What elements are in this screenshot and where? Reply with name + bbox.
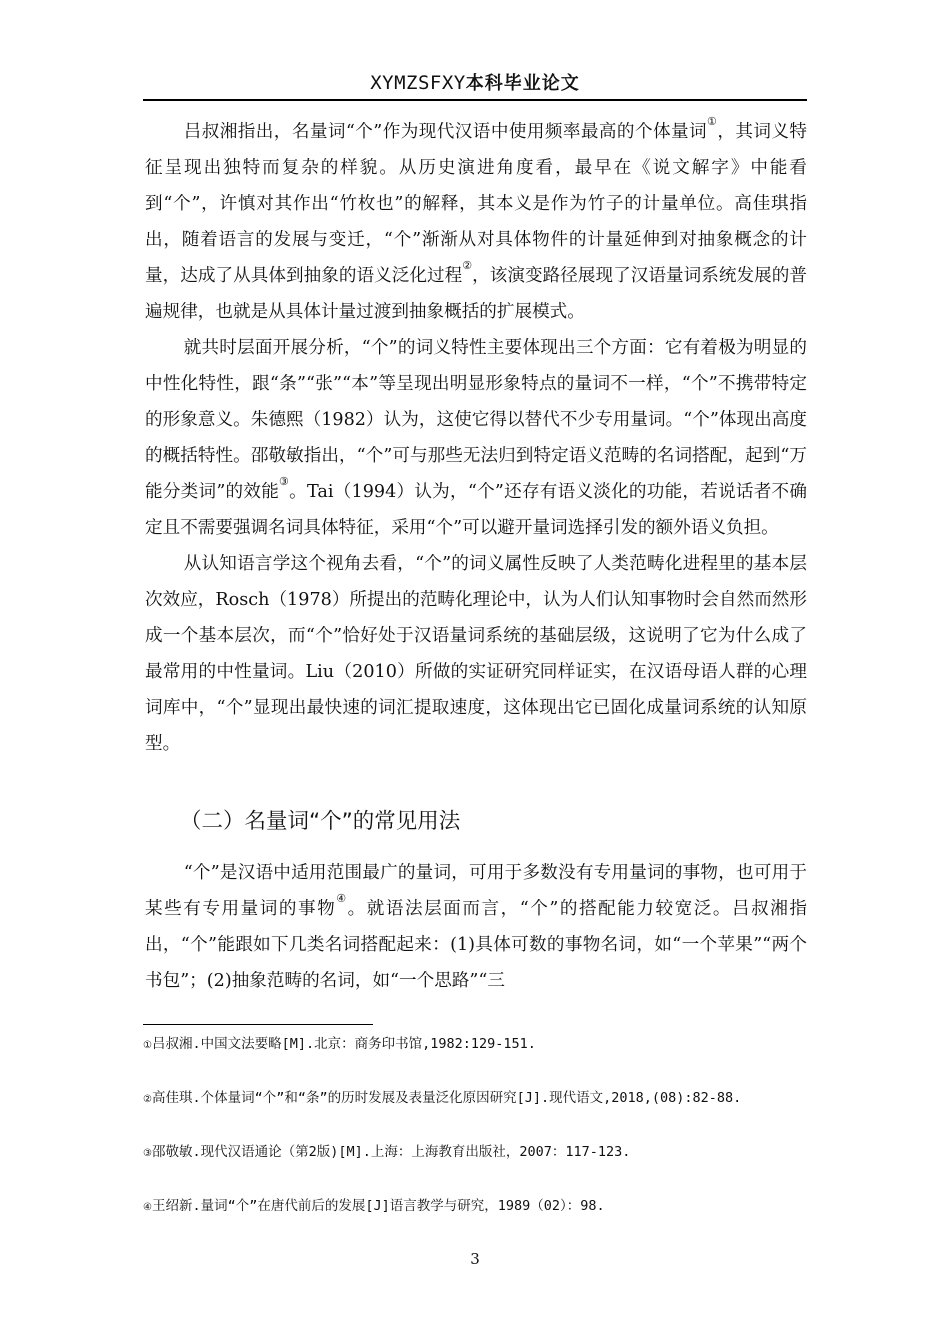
footnote xyxy=(143,1034,807,1055)
footnote-ref: ② xyxy=(462,259,473,272)
header-latin: XYMZSFXY xyxy=(370,72,466,94)
footnote-rule xyxy=(143,1024,373,1025)
footnote-text: 王绍新.量词“个”在唐代前后的发展[J]语言教学与研究，1989（02）：98. xyxy=(151,1198,605,1214)
footnote-mark: ① xyxy=(143,1040,152,1051)
footnote-mark: ② xyxy=(143,1094,152,1105)
footnote-text: 邵敬敏.现代汉语通论（第2版)[M].上海：上海教育出版社，2007：117-123. xyxy=(151,1144,631,1160)
paragraph xyxy=(145,330,807,546)
paragraph-text: “个”是汉语中适用范围最广的量词，可用于多数没有专用量词的事物，也可用于某些有专用量词的事物 xyxy=(145,863,807,919)
footnote-mark: ④ xyxy=(143,1202,152,1213)
footnote-text: 高佳琪.个体量词“个”和“条”的历时发展及表量泛化原因研究[J].现代语文,2018,(08):82-88. xyxy=(151,1090,742,1106)
footnote-text: 吕叔湘.中国文法要略[M].北京：商务印书馆,1982:129-151. xyxy=(151,1036,536,1052)
paragraph xyxy=(145,855,807,999)
running-header xyxy=(143,66,807,100)
paragraph xyxy=(145,546,807,762)
paragraph-text: 。就语法层面而言，“个”的搭配能力较宽泛。吕叔湘指出，“个”能跟如下几类名词搭配起来：(1)具体可数的事物名词，如“一个苹果”“两个书包”；(2)抽象范畴的名词，如“一个思路”“三 xyxy=(145,899,807,991)
paragraph-text: ，其词义特征呈现出独特而复杂的样貌。从历史演进角度看，最早在《说文解字》中能看到“个”，许慎对其作出“竹枚也”的解释，其本义是作为竹子的计量单位。高佳琪指出，随着语言的发展与变迁，“个”渐渐从对具体物件的计量延伸到对抽象概念的计量，达成了从具体到抽象的语义泛化过程 xyxy=(145,122,807,286)
section-heading: （二）名量词“个”的常见用法 xyxy=(180,809,461,834)
footnote xyxy=(143,1088,807,1109)
header-rule xyxy=(143,99,807,101)
body-section-1 xyxy=(145,114,807,762)
footnote-ref: ③ xyxy=(279,475,290,488)
paragraph-text: 。Tai（1994）认为，“个”还存有语义淡化的功能，若说话者不确定且不需要强调名词具体特征，采用“个”可以避开量词选择引发的额外语义负担。 xyxy=(145,482,807,538)
footnotes xyxy=(143,1034,807,1250)
footnote-ref: ① xyxy=(707,115,718,128)
footnote-ref: ④ xyxy=(336,892,348,905)
paragraph-text: 从认知语言学这个视角去看，“个”的词义属性反映了人类范畴化进程里的基本层次效应，Rosch（1978）所提出的范畴化理论中，认为人们认知事物时会自然而然形成一个基本层次，而“个”恰好处于汉语量词系统的基础层级，这说明了它为什么成了最常用的中性量词。Liu（2010）所做的实证研究同样证实，在汉语母语人群的心理词库中，“个”显现出最快速的词汇提取速度，这体现出它已固化成量词系统的认知原型。 xyxy=(145,554,807,754)
paragraph-text: ，该演变路径展现了汉语量词系统发展的普遍规律，也就是从具体计量过渡到抽象概括的扩展模式。 xyxy=(145,266,807,322)
paragraph xyxy=(145,114,807,330)
header-title: 本科毕业论文 xyxy=(465,73,580,94)
footnote xyxy=(143,1196,807,1217)
page-number: 3 xyxy=(470,1250,480,1268)
paragraph-text: 吕叔湘指出，名量词“个”作为现代汉语中使用频率最高的个体量词 xyxy=(183,122,708,142)
paragraph-text: 就共时层面开展分析，“个”的词义特性主要体现出三个方面：它有着极为明显的中性化特性，跟“条”“张”“本”等呈现出明显形象特点的量词不一样，“个”不携带特定的形象意义。朱德熙（1982）认为，这使它得以替代不少专用量词。“个”体现出高度的概括特性。邵敬敏指出，“个”可与那些无法归到特定语义范畴的名词搭配，起到“万能分类词”的效能 xyxy=(145,338,807,502)
footnote xyxy=(143,1142,807,1163)
body-section-2 xyxy=(145,855,807,999)
footnote-mark: ③ xyxy=(143,1148,152,1159)
